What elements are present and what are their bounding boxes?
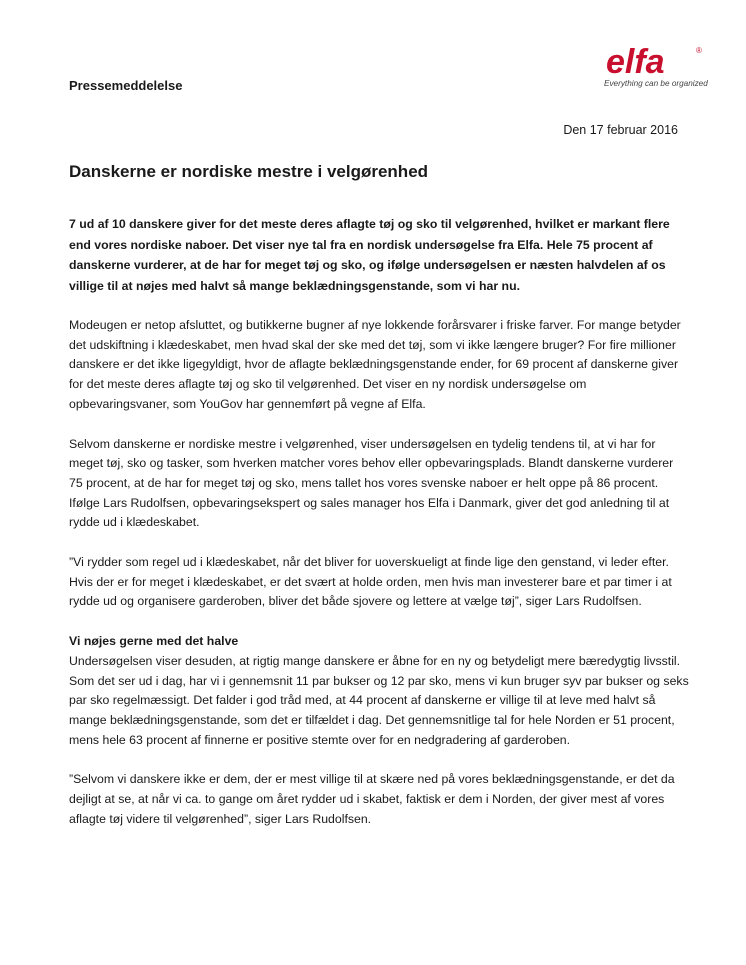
section-paragraph-1: Undersøgelsen viser desuden, at rigtig mange danskere er åbne for en ny og betydeligt mere bæredygtig livsstil. Som det ser ud i dag, har vi i gennemsnit 11 par bukser og 12 par sko, mens vi kun bruger syv par bukser og seks par sko regelmæssigt. Det falder i god tråd med, at 44 procent af danskerne er villige til at leve med halvt så mange beklædningsgenstande, som det er tilfældet i dag. Det gennemsnitlige tal for hele Norden er 51 procent, mens hele 63 procent af finnerne er positive stemte over for en nedgradering af garderoben. (69, 653, 689, 747)
elfa-logo (604, 42, 714, 92)
logo-tagline: Everything can be organized (604, 79, 708, 88)
logo-wordmark: elfa (606, 43, 665, 81)
article-body (69, 214, 689, 849)
registered-mark: ® (696, 46, 702, 55)
body-paragraph-1: Modeugen er netop afsluttet, og butikkerne bugner af nye lokkende forårsvarer i friske farver. For mange betyder det udskiftning i klædeskabet, men hvad skal der ske med det tøj, som vi ikke længere bruger? For fire millioner danskere er det ikke ligegyldigt, hvor de aflagte beklædningsgenstande ender, for 69 procent af danskerne giver for det meste deres aflagte tøj og sko til velgørenhed. Det viser en ny nordisk undersøgelse om opbevaringsvaner, som YouGov har gennemført på vegne af Elfa. (69, 318, 681, 411)
page-title: Danskerne er nordiske mestre i velgørenhed (69, 162, 429, 181)
body-paragraph-3: ”Vi rydder som regel ud i klædeskabet, når det bliver for uoverskueligt at finde lige den genstand, vi leder efter. Hvis der er for meget i klædeskabet, er det svært at holde orden, men hvis man investerer bare et par timer i at rydde ud og organisere garderoben, bliver det både sjovere og lettere at vælge tøj”, siger Lars Rudolfsen. (69, 555, 672, 609)
lead-paragraph: 7 ud af 10 danskere giver for det meste deres aflagte tøj og sko til velgørenhed, hvilket er markant flere end vores nordiske naboer. Det viser nye tal fra en nordisk undersøgelse fra Elfa. Hele 75 procent af danskerne vurderer, at de har for meget tøj og sko, og ifølge undersøgelsen er næsten halvdelen af os villige til at nøjes med halvt så mange beklædningsgenstande, som vi har nu. (69, 217, 670, 293)
press-release-date: Den 17 februar 2016 (563, 123, 678, 137)
section-paragraph-2: ”Selvom vi danskere ikke er dem, der er mest villige til at skære ned på vores beklædningsgenstande, er det da dejligt at se, at når vi ca. to gange om året rydder ud i skabet, faktisk er dem i Norden, der giver mest af vores aflagte tøj videre til velgørenhed”, siger Lars Rudolfsen. (69, 772, 675, 826)
document-type-label: Pressemeddelelse (69, 78, 183, 93)
body-paragraph-2: Selvom danskerne er nordiske mestre i velgørenhed, viser undersøgelsen en tydelig tendens til, at vi har for meget tøj, sko og tasker, som hverken matcher vores behov eller opbevaringsplads. Blandt danskerne vurderer 75 procent, at de har for meget tøj og sko, mens tallet hos vores svenske naboer er helt oppe på 86 procent. Ifølge Lars Rudolfsen, opbevaringsekspert og sales manager hos Elfa i Danmark, giver det god anledning til at rydde ud i klædeskabet. (69, 436, 674, 530)
section-heading: Vi nøjes gerne med det halve (69, 634, 239, 649)
